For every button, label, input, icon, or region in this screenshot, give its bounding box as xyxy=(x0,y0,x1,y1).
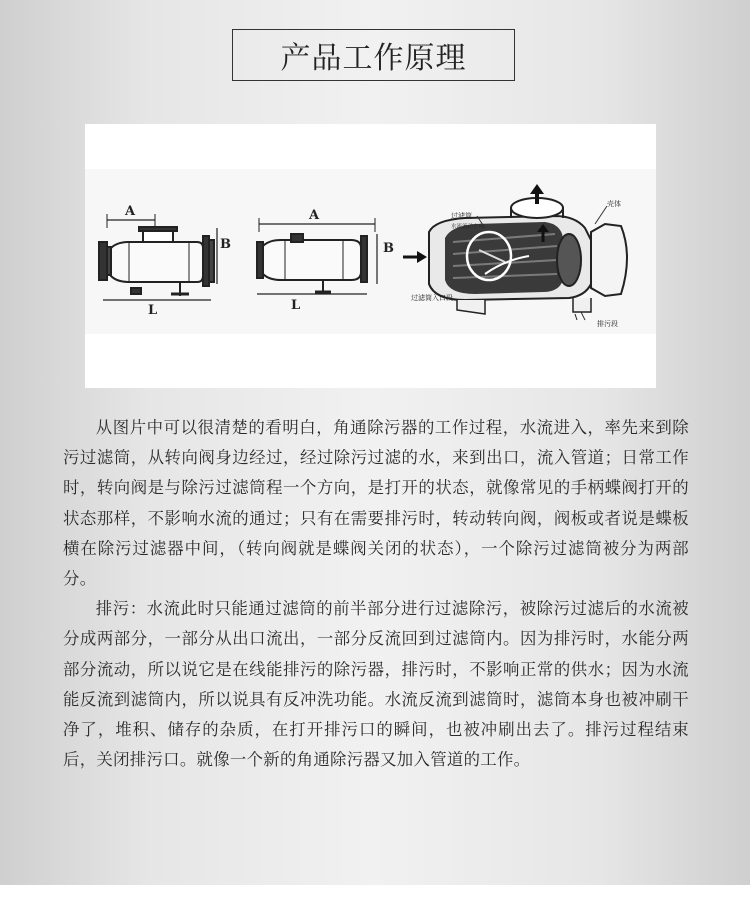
shell-label: 壳体 xyxy=(607,200,621,208)
dim-a-left-label: A xyxy=(125,204,136,219)
dim-l-right-label: L xyxy=(291,298,301,313)
page-title: 产品工作原理 xyxy=(280,41,467,76)
title-box xyxy=(232,29,515,81)
principle-diagram xyxy=(85,124,656,388)
dim-a-right-label: A xyxy=(309,208,320,223)
dim-b-right-label: B xyxy=(383,241,394,256)
diagram-svg xyxy=(85,124,656,388)
filter-cylinder-label: 过滤筒 xyxy=(451,212,472,220)
drain-label: 排污段 xyxy=(597,320,618,328)
paragraph-process: 从图片中可以很清楚的看明白，角通除污器的工作过程，水流进入，率先来到除污过滤筒，从转向阀身边经过，经过除污过滤的水，来到出口，流入管道；日常工作时，转向阀是与除污过滤筒程一个方向，是打开的状态，就像常见的手柄蝶阀打开的状态那样，不影响水流的通过；只有在需要排污时，转动转向阀，阀板或者说是蝶板横在除污过滤器中间，（转向阀就是蝶阀关闭的状态），一个除污过滤筒被分为两部分。 xyxy=(63,418,689,589)
dim-b-left-label: B xyxy=(220,237,231,252)
description-text xyxy=(63,413,689,775)
paragraph-drain: 排污：水流此时只能通过滤筒的前半部分进行过滤除污，被除污过滤后的水流被分成两部分，一部分从出口流出，一部分反流回到过滤筒内。因为排污时，水能分两部分流动，所以说它是在线能排污的除污器，排污时，不影响正常的供水；因为水流能反流到滤筒内，所以说具有反冲洗功能。水流反流到滤筒时，滤筒本身也被冲刷干净了，堆积、储存的杂质，在打开排污口的瞬间，也被冲刷出去了。排污过程结束后，关闭排污口。就像一个新的角通除污器又加入管道的工作。 xyxy=(63,599,689,770)
flow-direction-label: 水流流动方向 xyxy=(451,224,485,230)
dim-l-left-label: L xyxy=(148,303,158,318)
inlet-label: 过滤筒入口段 xyxy=(411,294,453,302)
